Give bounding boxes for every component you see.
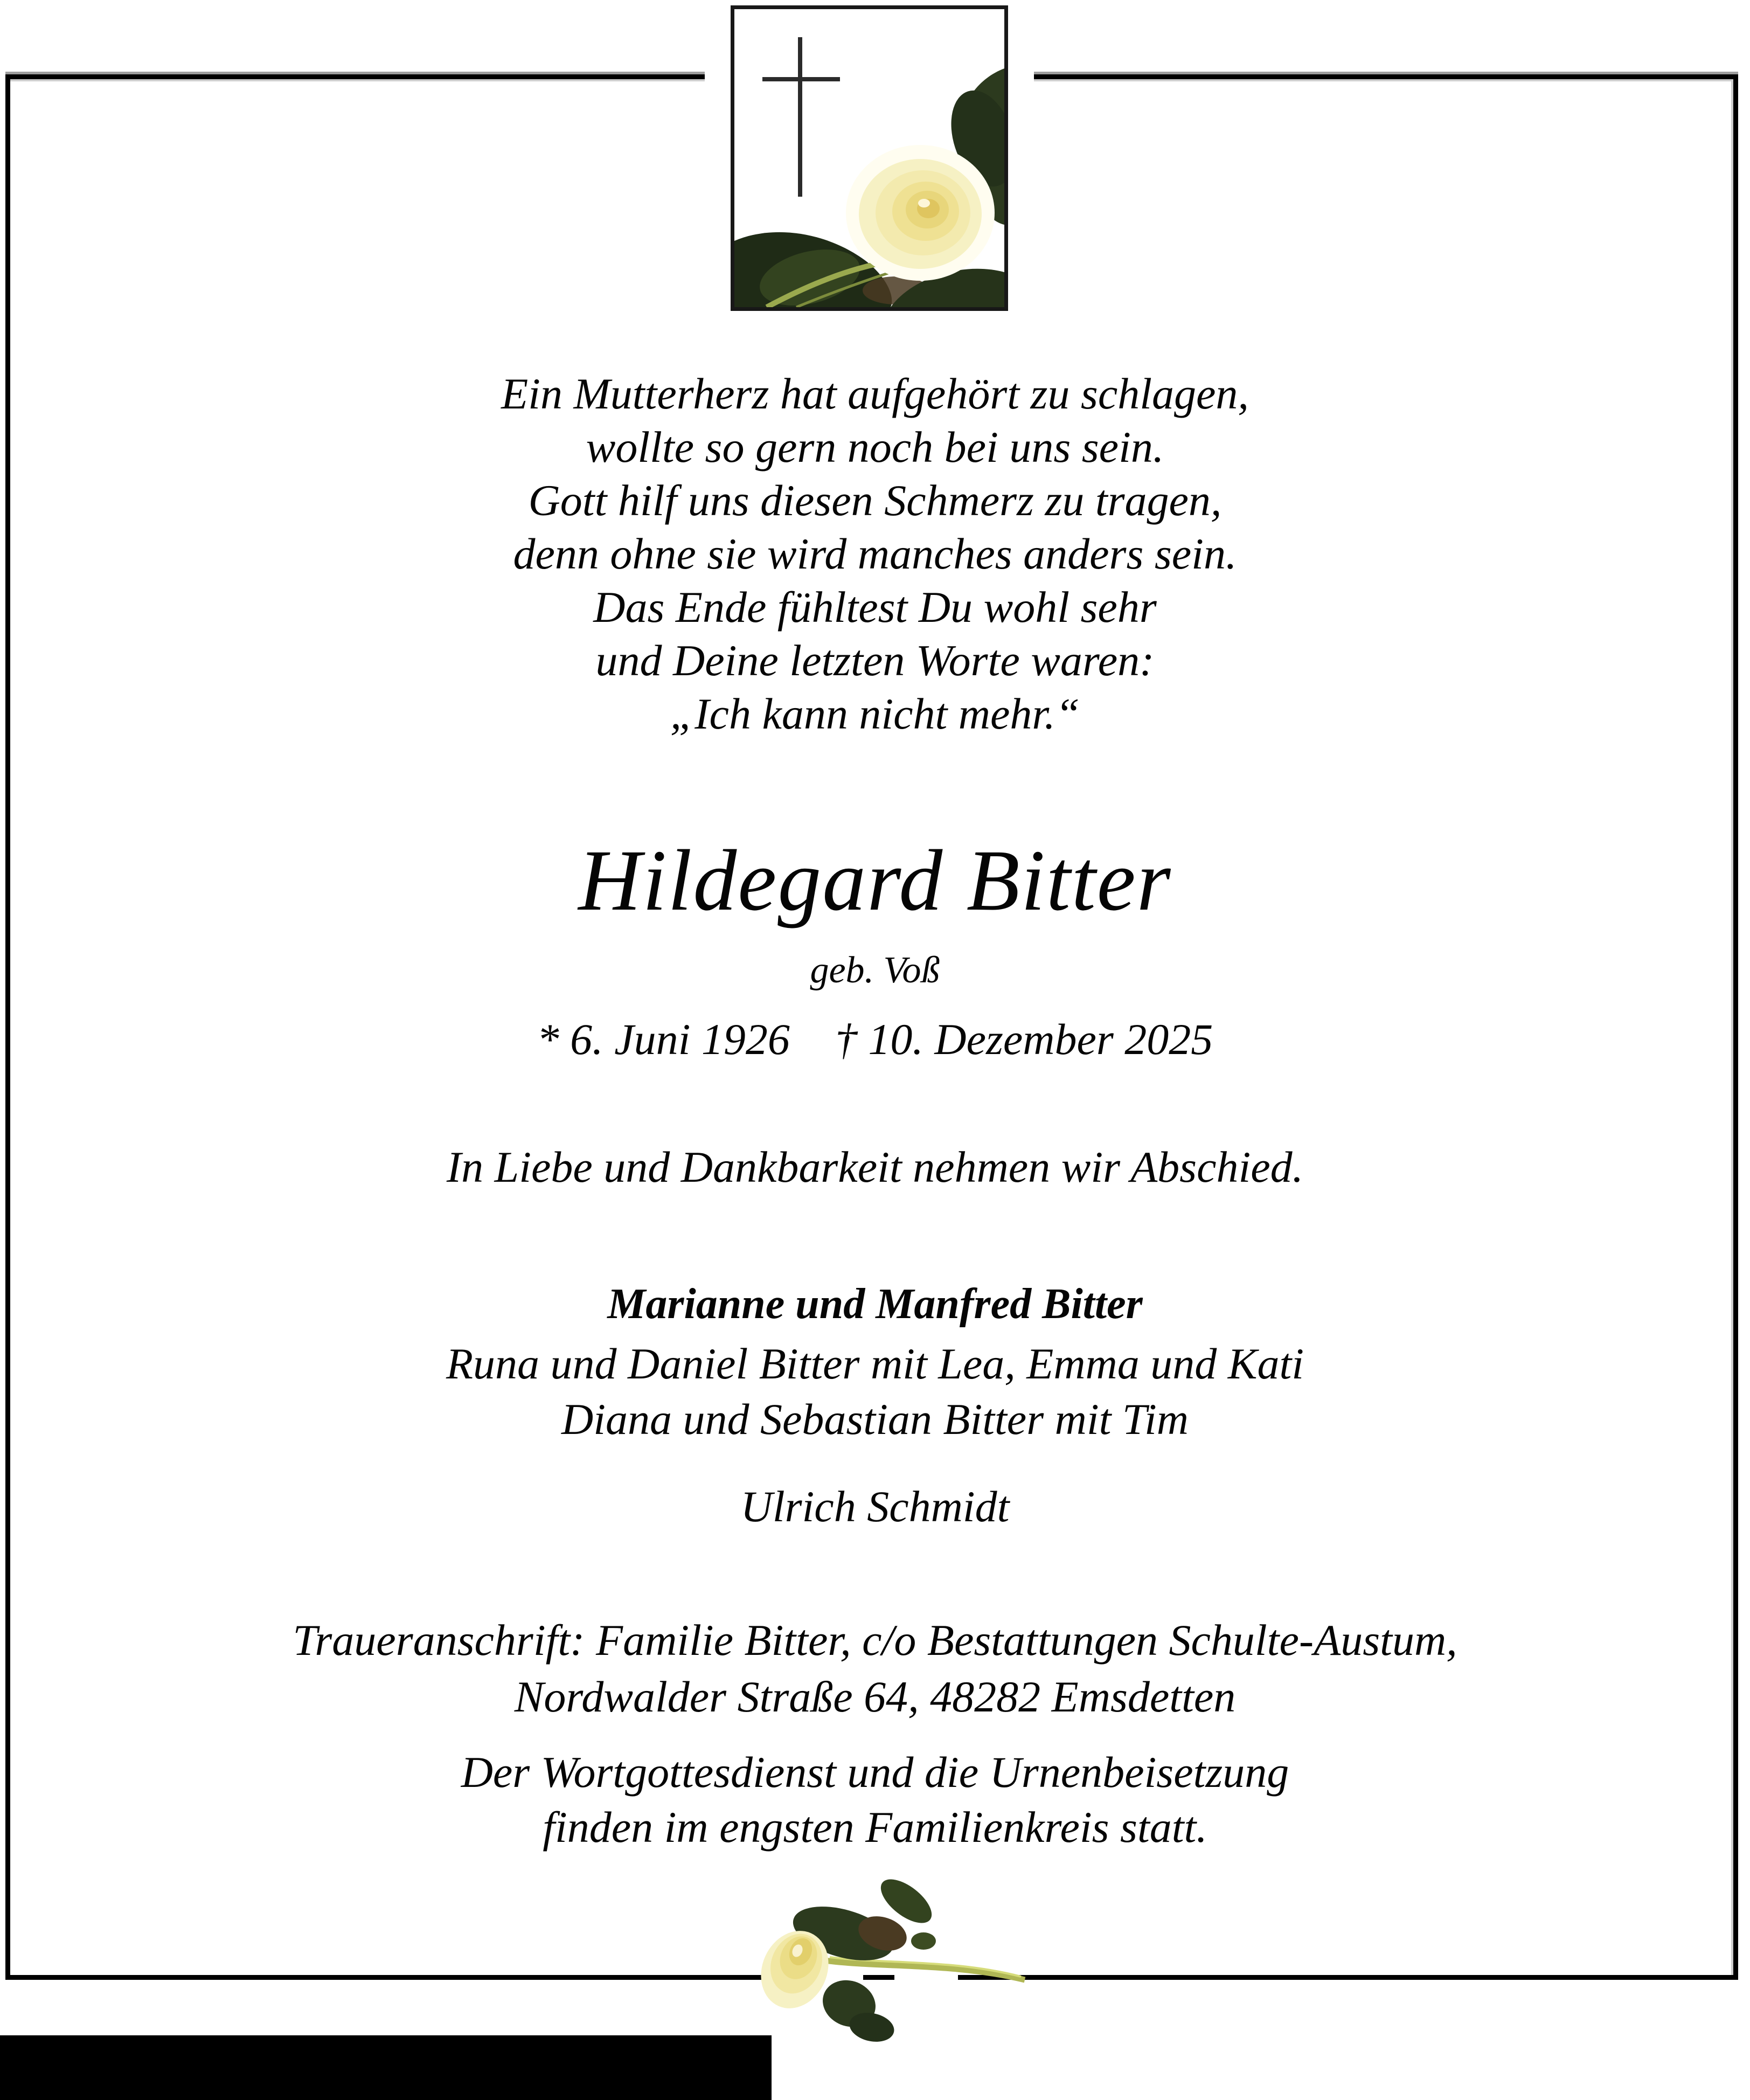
poem-line: Ein Mutterherz hat aufgehört zu schlagen, (501, 369, 1249, 418)
death-date: † 10. Dezember 2025 (835, 1015, 1213, 1064)
poem-line: denn ohne sie wird manches anders sein. (513, 529, 1237, 578)
condolence-address-line: Traueranschrift: Familie Bitter, c/o Bestattungen Schulte-Austum, (293, 1616, 1457, 1665)
service-note-line: Der Wortgottesdienst und die Urnenbeisetzung (461, 1748, 1289, 1797)
mourners-family-line: Runa und Daniel Bitter mit Lea, Emma und Kati (446, 1339, 1304, 1388)
cross-and-rose-image (734, 9, 1004, 307)
poem-line: Das Ende fühltest Du wohl sehr (593, 583, 1157, 632)
birth-date: * 6. Juni 1926 (537, 1015, 790, 1064)
mourners-family-line: Diana und Sebastian Bitter mit Tim (561, 1395, 1189, 1444)
mourners-additional: Ulrich Schmidt (740, 1482, 1010, 1531)
maiden-name: geb. Voß (810, 949, 940, 991)
footer-rose-image (744, 1870, 1045, 2048)
mourners-primary: Marianne und Manfred Bitter (607, 1280, 1143, 1328)
poem-line: wollte so gern noch bei uns sein. (586, 422, 1164, 472)
redaction-bar (0, 2035, 772, 2100)
service-note-line: finden im engsten Familienkreis statt. (543, 1803, 1207, 1852)
poem-line: und Deine letzten Worte waren: (595, 636, 1155, 685)
white-rose-icon (744, 1870, 1045, 2048)
poem-line: Gott hilf uns diesen Schmerz zu tragen, (528, 476, 1222, 525)
poem-quote-line: „Ich kann nicht mehr.“ (670, 689, 1080, 738)
farewell-line: In Liebe und Dankbarkeit nehmen wir Abschied. (446, 1142, 1304, 1191)
memorial-photo (731, 5, 1008, 311)
deceased-name: Hildegard Bitter (578, 833, 1172, 929)
condolence-address-line: Nordwalder Straße 64, 48282 Emsdetten (514, 1672, 1236, 1721)
life-dates (0, 1016, 1750, 1063)
